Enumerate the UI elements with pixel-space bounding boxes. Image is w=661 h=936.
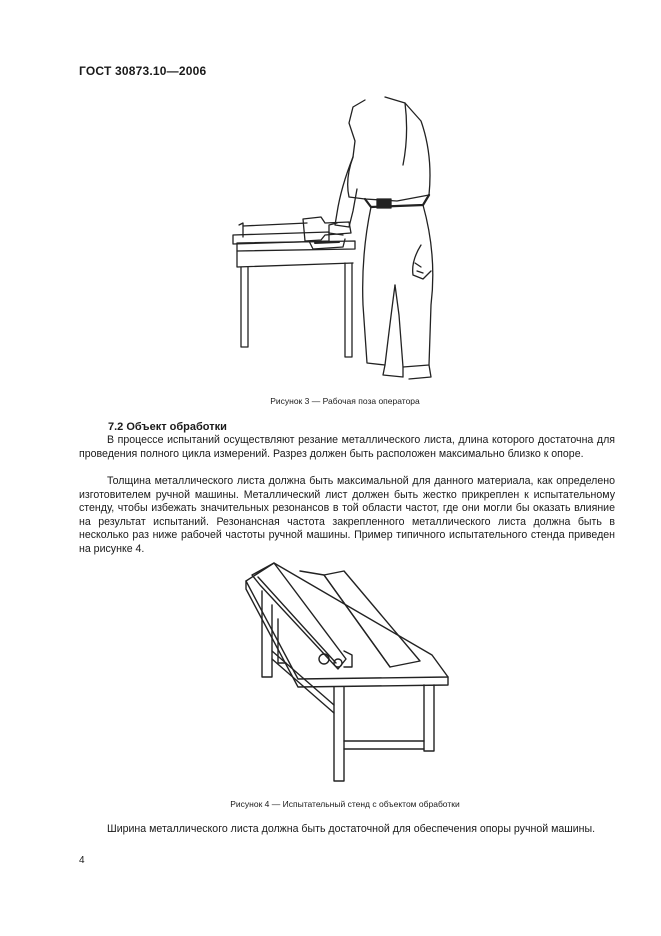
figure-3-caption: Рисунок 3 — Рабочая поза оператора: [270, 396, 420, 406]
figure-3-illustration: [225, 95, 450, 380]
standard-header: ГОСТ 30873.10—2006: [79, 64, 207, 78]
paragraph-1: В процессе испытаний осуществляют резание металлического листа, длина которого достаточна для проведения полного цикла измерений. Разрез должен быть расположен максимально близко к опоре.: [79, 434, 615, 460]
figure-4-illustration: [238, 555, 453, 787]
figure-4-caption: Рисунок 4 — Испытательный стенд с объектом обработки: [230, 799, 460, 809]
section-title: 7.2 Объект обработки: [108, 421, 227, 433]
page-number: 4: [79, 855, 85, 866]
paragraph-3: Ширина металлического листа должна быть достаточной для обеспечения опоры ручной машины.: [107, 823, 596, 835]
paragraph-2: Толщина металлического листа должна быть максимальной для данного материала, как определено изготовителем ручной машины. Металлический лист должен быть жестко прикреплен к испытательному стенду, чтобы избежать значительных резонансов в той области частот, где они могли бы оказать влияние на результат испытаний. Резонансная частота закрепленного металлического листа должна быть в несколько раз ниже рабочей частоты ручной машины. Пример типичного испытательного стенда приведен на рисунке 4.: [79, 475, 615, 555]
